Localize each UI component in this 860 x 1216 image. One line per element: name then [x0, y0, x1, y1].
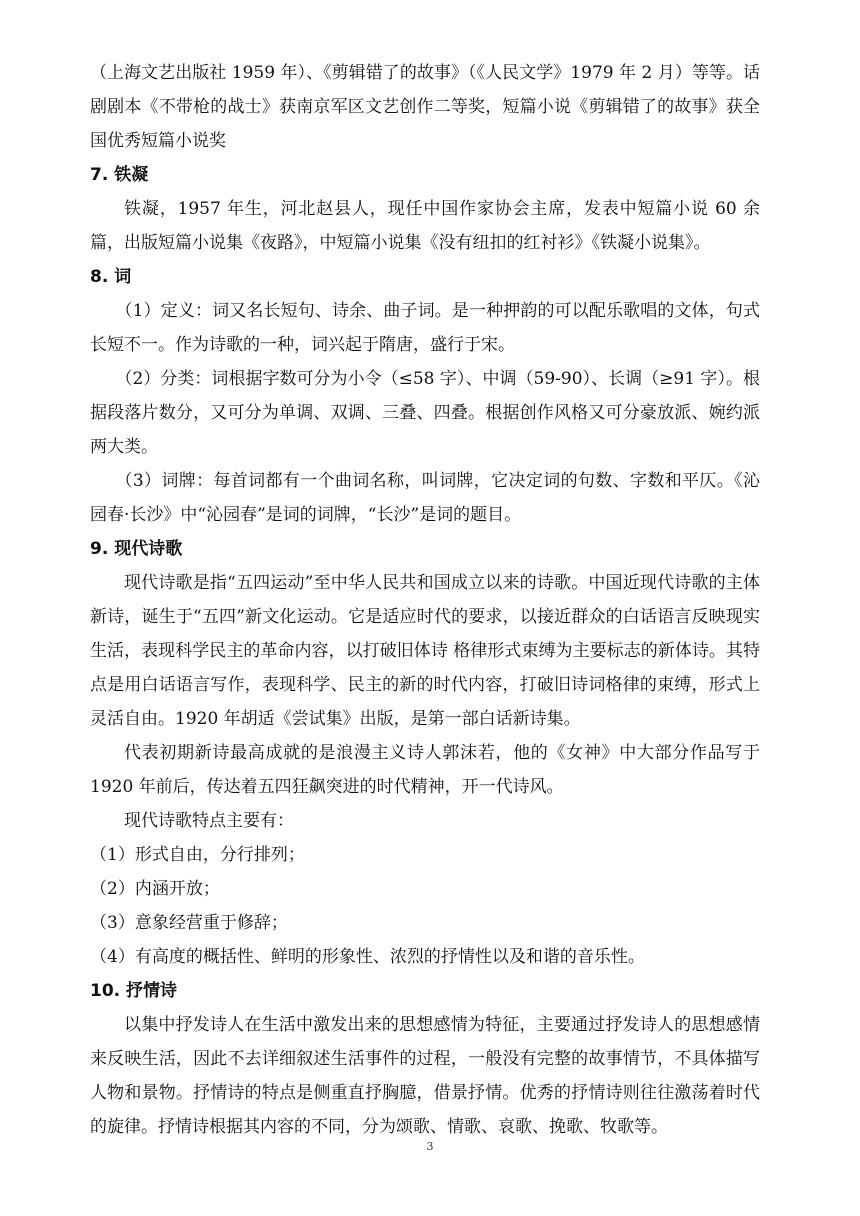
- paragraph-cipai: （3）词牌：每首词都有一个曲词名称，叫词牌，它决定词的句数、字数和平仄。《沁园春·长沙》中“沁园春”是词的词牌，“长沙”是词的题目。: [90, 471, 760, 525]
- paragraph: 以集中抒发诗人在生活中激发出来的思想感情为特征，主要通过抒发诗人的思想感情来反映生活，因此不去详细叙述生活事件的过程，一般没有完整的故事情节，不具体描写人物和景物。抒情诗的特点是侧重直抒胸臆，借景抒情。优秀的抒情诗则往往激荡着时代的旋律。抒情诗根据其内容的不同，分为颂歌、情歌、哀歌、挽歌、牧歌等。: [90, 1015, 760, 1137]
- section-heading: 9. 现代诗歌: [90, 539, 183, 559]
- section-heading: 10. 抒情诗: [90, 981, 178, 1001]
- paragraph: 现代诗歌是指“五四运动”至中华人民共和国成立以来的诗歌。中国近现代诗歌的主体新诗，诞生于“五四”新文化运动。它是适应时代的要求，以接近群众的白话语言反映现实生活，表现科学民主的革命内容，以打破旧体诗 格律形式束缚为主要标志的新体诗。其特点是用白话语言写作，表现科学、民主的新的时代内容，打破旧诗词格律的束缚，形式上灵活自由。1920 年胡适《尝试集》出版，是第一部白话新诗集。: [90, 573, 760, 729]
- list-item: （1）形式自由，分行排列；: [90, 845, 305, 865]
- section-ci: [90, 260, 760, 532]
- intro-paragraph: （上海文艺出版社 1959 年）、《剪辑错了的故事》（《人民文学》1979 年 2 月）等等。话剧剧本《不带枪的战士》获南京军区文艺创作二等奖，短篇小说《剪辑错了的故事》获全国优秀短篇小说奖: [90, 63, 760, 151]
- list-item: （2）内涵开放；: [90, 879, 220, 899]
- section-heading: 8. 词: [90, 267, 132, 287]
- paragraph-definition: （1）定义：词又名长短句、诗余、曲子词。是一种押韵的可以配乐歌唱的文体，句式长短不一。作为诗歌的一种，词兴起于隋唐，盛行于宋。: [90, 301, 760, 355]
- page-number: 3: [426, 1140, 434, 1153]
- list-item: （4）有高度的概括性、鲜明的形象性、浓烈的抒情性以及和谐的音乐性。: [90, 947, 645, 967]
- list-item: （3）意象经营重于修辞；: [90, 913, 288, 933]
- paragraph: 现代诗歌特点主要有：: [124, 811, 294, 831]
- section-modern-poetry: [90, 532, 760, 974]
- section-tie-ning: [90, 158, 760, 260]
- document-body: [90, 56, 760, 1144]
- section-lyric-poetry: [90, 974, 760, 1144]
- section-heading: 7. 铁凝: [90, 165, 149, 185]
- paragraph: 代表初期新诗最高成就的是浪漫主义诗人郭沫若，他的《女神》中大部分作品写于 1920 年前后，传达着五四狂飙突进的时代精神，开一代诗风。: [90, 743, 760, 797]
- paragraph: 铁凝，1957 年生，河北赵县人，现任中国作家协会主席，发表中短篇小说 60 余篇，出版短篇小说集《夜路》，中短篇小说集《没有纽扣的红衬衫》《铁凝小说集》。: [90, 199, 760, 253]
- paragraph-classification: （2）分类：词根据字数可分为小令（≤58 字）、中调（59-90）、长调（≥91 字）。根据段落片数分，又可分为单调、双调、三叠、四叠。根据创作风格又可分豪放派、婉约派两大类。: [90, 369, 760, 457]
